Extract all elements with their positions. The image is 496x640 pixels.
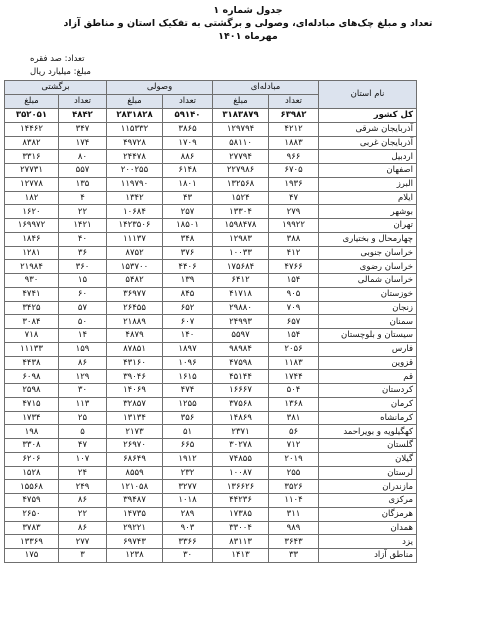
exchanged-count: ۱۳۶۸ [269, 397, 319, 411]
returned-count: ۵۷ [59, 301, 107, 315]
province-name: ایلام [319, 191, 417, 205]
table-row [5, 535, 417, 549]
table-row [5, 370, 417, 384]
exchanged-count: ۴۷۶۶ [269, 260, 319, 274]
returned-amount: ۱۸۲ [5, 191, 59, 205]
table-row [5, 439, 417, 453]
exchanged-amount: ۹۸۹۸۴ [213, 342, 269, 356]
collected-count: ۶۵۲ [163, 301, 213, 315]
exchanged-amount: ۱۲۹۷۹۴ [213, 122, 269, 136]
collected-amount: ۸۵۵۹ [107, 466, 163, 480]
returned-count: ۱۰۷ [59, 452, 107, 466]
exchanged-count: ۱۱۸۳ [269, 356, 319, 370]
table-row [5, 466, 417, 480]
exchanged-amount: ۳۳۰۰۴ [213, 521, 269, 535]
returned-amount: ۲۷۷۳۱ [5, 164, 59, 178]
province-name: آذربایجان شرقی [319, 122, 417, 136]
returned-amount: ۶۲۰۶ [5, 452, 59, 466]
returned-count: ۵ [59, 425, 107, 439]
collected-count: ۱۸۹۷ [163, 342, 213, 356]
returned-amount: ۱۲۸۱ [5, 246, 59, 260]
count-unit: تعداد: صد فقره [30, 54, 85, 64]
table-row [5, 507, 417, 521]
table-row [5, 122, 417, 136]
collected-count: ۱۰۹۶ [163, 356, 213, 370]
returned-count: ۱۵ [59, 274, 107, 288]
province-name: یزد [319, 535, 417, 549]
table-row [5, 521, 417, 535]
returned-count: ۵۵۷ [59, 164, 107, 178]
exchanged-amount: ۲۳۷۱ [213, 425, 269, 439]
exchanged-count: ۵۰۴ [269, 384, 319, 398]
collected-count: ۵۹۱۴۰ [163, 109, 213, 123]
collected-amount: ۶۹۷۴۳ [107, 535, 163, 549]
exchanged-count: ۶۵۷ [269, 315, 319, 329]
returned-count: ۲۴۹ [59, 480, 107, 494]
returned-count: ۱۵۹ [59, 342, 107, 356]
collected-count: ۸۴۵ [163, 287, 213, 301]
returned-count: ۱۲۹ [59, 370, 107, 384]
returned-count: ۱۴۲۱ [59, 219, 107, 233]
exchanged-count: ۱۱۰۴ [269, 494, 319, 508]
exchanged-count: ۲۷۹ [269, 205, 319, 219]
collected-count: ۸۸۶ [163, 150, 213, 164]
collected-count: ۶۰۷ [163, 315, 213, 329]
table-row [5, 164, 417, 178]
exchanged-amount: ۴۷۵۹۸ [213, 356, 269, 370]
exchanged-amount: ۱۰۰۸۷ [213, 466, 269, 480]
returned-amount: ۲۱۹۸۴ [5, 260, 59, 274]
exchanged-amount: ۴۵۱۴۴ [213, 370, 269, 384]
collected-count: ۳۵۶ [163, 411, 213, 425]
collected-amount: ۱۱۱۳۷ [107, 232, 163, 246]
province-name: همدان [319, 521, 417, 535]
province-name: کل کشور [319, 109, 417, 123]
province-name: سمنان [319, 315, 417, 329]
exchanged-amount: ۷۴۸۵۵ [213, 452, 269, 466]
province-name: لرستان [319, 466, 417, 480]
collected-amount: ۱۴۲۳۵۰۶ [107, 219, 163, 233]
province-name: خراسان جنوبی [319, 246, 417, 260]
returned-amount: ۴۴۳۸ [5, 356, 59, 370]
province-name-header: نام استان [319, 81, 417, 109]
collected-amount: ۳۹۴۸۷ [107, 494, 163, 508]
province-name: خراسان شمالی [319, 274, 417, 288]
exchanged-count: ۴۱۲ [269, 246, 319, 260]
returned-amount: ۱۵۵۶۸ [5, 480, 59, 494]
province-name: کرمانشاه [319, 411, 417, 425]
exchanged-amount: ۴۴۲۳۶ [213, 494, 269, 508]
exchanged-count: ۱۸۸۳ [269, 136, 319, 150]
exchanged-amount: ۱۵۹۸۴۷۸ [213, 219, 269, 233]
returned-amount: ۱۲۷۷۸ [5, 177, 59, 191]
exchanged-amount: ۱۵۲۴ [213, 191, 269, 205]
exchanged-count: ۷۰۹ [269, 301, 319, 315]
collected-amount: ۵۴۸۲ [107, 274, 163, 288]
returned-count: ۳ [59, 549, 107, 563]
exchanged-amount: ۲۹۸۸۰ [213, 301, 269, 315]
exchanged-count: ۲۰۱۹ [269, 452, 319, 466]
table-row-total [5, 109, 417, 123]
collected-count: ۱۶۱۵ [163, 370, 213, 384]
exchanged-amount: ۱۴۱۳ [213, 549, 269, 563]
province-name: مناطق آزاد [319, 549, 417, 563]
table-row [5, 150, 417, 164]
exchanged-amount: ۳۷۵۶۸ [213, 397, 269, 411]
returned-count: ۲۴ [59, 466, 107, 480]
returned-count: ۱۷۴ [59, 136, 107, 150]
table-row [5, 191, 417, 205]
collected-amount: ۸۷۸۵۱ [107, 342, 163, 356]
exchanged-count: ۱۵۴ [269, 329, 319, 343]
province-name: کهگیلویه و بویراحمد [319, 425, 417, 439]
collected-count: ۳۰ [163, 549, 213, 563]
province-name: سیستان و بلوچستان [319, 329, 417, 343]
exchanged-amount: ۱۳۶۶۲۶ [213, 480, 269, 494]
collected-amount: ۱۴۷۳۵ [107, 507, 163, 521]
returned-amount: ۲۵۹۸ [5, 384, 59, 398]
sub-header-amount: مبلغ [5, 95, 59, 109]
returned-amount: ۸۳۸۲ [5, 136, 59, 150]
table-row [5, 260, 417, 274]
exchanged-count: ۱۷۴۴ [269, 370, 319, 384]
province-name: هرمزگان [319, 507, 417, 521]
province-name: مازندران [319, 480, 417, 494]
returned-amount: ۱۴۴۶۲ [5, 122, 59, 136]
province-name: خوزستان [319, 287, 417, 301]
collected-amount: ۲۸۳۱۸۲۸ [107, 109, 163, 123]
table-row [5, 549, 417, 563]
exchanged-amount: ۶۴۱۲ [213, 274, 269, 288]
collected-count: ۴۳ [163, 191, 213, 205]
exchanged-amount: ۳۰۲۷۸ [213, 439, 269, 453]
table-row [5, 342, 417, 356]
table-row [5, 480, 417, 494]
collected-amount: ۳۲۸۵۷ [107, 397, 163, 411]
table-row [5, 246, 417, 260]
province-name: کردستان [319, 384, 417, 398]
province-name: البرز [319, 177, 417, 191]
returned-count: ۲۲ [59, 205, 107, 219]
returned-amount: ۱۸۴۶ [5, 232, 59, 246]
exchanged-count: ۳۳ [269, 549, 319, 563]
collected-amount: ۶۸۶۴۹ [107, 452, 163, 466]
table-row [5, 425, 417, 439]
exchanged-count: ۹۰۵ [269, 287, 319, 301]
table-row [5, 315, 417, 329]
exchanged-count: ۹۸۹ [269, 521, 319, 535]
returned-count: ۴ [59, 191, 107, 205]
sub-header-count: تعداد [59, 95, 107, 109]
collected-amount: ۲۴۴۷۸ [107, 150, 163, 164]
exchanged-count: ۲۵۵ [269, 466, 319, 480]
collected-amount: ۱۰۶۸۴ [107, 205, 163, 219]
table-row [5, 356, 417, 370]
collected-amount: ۱۳۴۲ [107, 191, 163, 205]
returned-count: ۳۰ [59, 384, 107, 398]
province-name: کرمان [319, 397, 417, 411]
province-name: گلستان [319, 439, 417, 453]
returned-count: ۱۱۳ [59, 397, 107, 411]
returned-amount: ۴۷۴۱ [5, 287, 59, 301]
table-row [5, 397, 417, 411]
province-name: گیلان [319, 452, 417, 466]
collected-count: ۳۸۶۵ [163, 122, 213, 136]
table-row [5, 219, 417, 233]
returned-amount: ۱۹۸ [5, 425, 59, 439]
exchanged-count: ۴۲۱۲ [269, 122, 319, 136]
exchanged-count: ۲۰۵۶ [269, 342, 319, 356]
amount-unit: مبلغ: میلیارد ریال [30, 67, 91, 77]
exchanged-count: ۱۹۳۶ [269, 177, 319, 191]
returned-amount: ۱۱۱۳۳ [5, 342, 59, 356]
units-block [30, 53, 180, 79]
exchanged-amount: ۱۶۶۶۷ [213, 384, 269, 398]
exchanged-amount: ۲۲۷۹۸۶ [213, 164, 269, 178]
table-row [5, 384, 417, 398]
group-header-collected: وصولی [107, 81, 213, 95]
exchanged-count: ۶۳۹۸۲ [269, 109, 319, 123]
collected-count: ۳۲۷۷ [163, 480, 213, 494]
table-body [5, 109, 417, 563]
returned-amount: ۱۷۵ [5, 549, 59, 563]
returned-amount: ۱۵۲۸ [5, 466, 59, 480]
returned-count: ۱۳۵ [59, 177, 107, 191]
exchanged-amount: ۱۳۳۰۴ [213, 205, 269, 219]
returned-count: ۴۷ [59, 439, 107, 453]
returned-amount: ۳۴۲۵ [5, 301, 59, 315]
exchanged-count: ۱۵۴ [269, 274, 319, 288]
returned-amount: ۴۷۱۵ [5, 397, 59, 411]
collected-count: ۱۸۰۱ [163, 177, 213, 191]
returned-count: ۴۸۴۲ [59, 109, 107, 123]
returned-count: ۸۰ [59, 150, 107, 164]
returned-count: ۳۶۰ [59, 260, 107, 274]
returned-count: ۲۵ [59, 411, 107, 425]
returned-amount: ۱۳۳۶۹ [5, 535, 59, 549]
collected-count: ۱۸۵۰۱ [163, 219, 213, 233]
exchanged-amount: ۱۲۹۸۳ [213, 232, 269, 246]
collected-count: ۶۶۵ [163, 439, 213, 453]
province-name: آذربایجان غربی [319, 136, 417, 150]
province-name: زنجان [319, 301, 417, 315]
province-name: تهران [319, 219, 417, 233]
exchanged-amount: ۵۵۹۷ [213, 329, 269, 343]
table-row [5, 411, 417, 425]
table-row [5, 287, 417, 301]
returned-count: ۶۰ [59, 287, 107, 301]
returned-count: ۳۴۷ [59, 122, 107, 136]
province-name: چهارمحال و بختیاری [319, 232, 417, 246]
collected-count: ۱۹۱۲ [163, 452, 213, 466]
exchanged-amount: ۳۱۸۳۸۷۹ [213, 109, 269, 123]
province-name: فارس [319, 342, 417, 356]
collected-amount: ۳۹۰۴۶ [107, 370, 163, 384]
collected-amount: ۳۶۹۷۷ [107, 287, 163, 301]
table-title: تعداد و مبلغ چک‌های مبادله‌ای، وصولی و برگشتی به تفکیک استان و مناطق آزاد [63, 18, 433, 29]
exchanged-amount: ۱۴۸۶۹ [213, 411, 269, 425]
returned-amount: ۳۷۸۳ [5, 521, 59, 535]
table-number: جدول شماره ۱ [213, 5, 283, 16]
returned-count: ۲۷۷ [59, 535, 107, 549]
returned-count: ۱۴ [59, 329, 107, 343]
collected-count: ۱۷۰۹ [163, 136, 213, 150]
collected-amount: ۲۱۷۳ [107, 425, 163, 439]
returned-amount: ۲۶۵۰ [5, 507, 59, 521]
collected-count: ۲۵۷ [163, 205, 213, 219]
returned-count: ۵۰ [59, 315, 107, 329]
province-name: قزوین [319, 356, 417, 370]
exchanged-amount: ۲۴۹۹۳ [213, 315, 269, 329]
exchanged-count: ۹۶۶ [269, 150, 319, 164]
returned-count: ۸۶ [59, 521, 107, 535]
exchanged-amount: ۱۳۲۵۶۸ [213, 177, 269, 191]
exchanged-amount: ۱۷۵۶۸۴ [213, 260, 269, 274]
collected-count: ۲۸۹ [163, 507, 213, 521]
returned-amount: ۳۰۸۴ [5, 315, 59, 329]
collected-amount: ۲۶۹۷۰ [107, 439, 163, 453]
table-row [5, 177, 417, 191]
collected-amount: ۲۰۰۲۵۵ [107, 164, 163, 178]
group-header-exchanged: مبادله‌ای [213, 81, 319, 95]
collected-amount: ۱۱۹۷۹۰ [107, 177, 163, 191]
returned-count: ۴۰ [59, 232, 107, 246]
collected-count: ۱۴۰ [163, 329, 213, 343]
exchanged-count: ۳۸۱ [269, 411, 319, 425]
province-name: خراسان رضوی [319, 260, 417, 274]
returned-amount: ۶۰۹۸ [5, 370, 59, 384]
collected-amount: ۱۴۰۶۹ [107, 384, 163, 398]
collected-amount: ۴۹۷۲۸ [107, 136, 163, 150]
collected-count: ۵۱ [163, 425, 213, 439]
table-row [5, 232, 417, 246]
exchanged-amount: ۲۷۷۹۴ [213, 150, 269, 164]
province-name: اردبیل [319, 150, 417, 164]
collected-amount: ۲۱۸۸۹ [107, 315, 163, 329]
collected-count: ۴۷۴ [163, 384, 213, 398]
collected-count: ۶۱۴۸ [163, 164, 213, 178]
table-row [5, 452, 417, 466]
province-name: مرکزی [319, 494, 417, 508]
sub-header-amount: مبلغ [213, 95, 269, 109]
collected-count: ۱۰۱۸ [163, 494, 213, 508]
collected-amount: ۴۳۱۶۰ [107, 356, 163, 370]
exchanged-amount: ۴۱۷۱۸ [213, 287, 269, 301]
province-name: قم [319, 370, 417, 384]
collected-count: ۲۳۲ [163, 466, 213, 480]
collected-count: ۳۴۸ [163, 232, 213, 246]
cheque-stats-table [4, 80, 417, 563]
exchanged-count: ۳۵۲۶ [269, 480, 319, 494]
sub-header-count: تعداد [163, 95, 213, 109]
returned-amount: ۱۶۹۹۷۲ [5, 219, 59, 233]
exchanged-count: ۳۶۴۳ [269, 535, 319, 549]
table-row [5, 205, 417, 219]
exchanged-amount: ۱۰۰۳۳ [213, 246, 269, 260]
exchanged-count: ۳۱۱ [269, 507, 319, 521]
exchanged-count: ۵۶ [269, 425, 319, 439]
table-row [5, 301, 417, 315]
collected-amount: ۸۷۵۲ [107, 246, 163, 260]
province-name: اصفهان [319, 164, 417, 178]
collected-count: ۱۳۹ [163, 274, 213, 288]
collected-amount: ۲۶۴۵۵ [107, 301, 163, 315]
exchanged-count: ۱۹۹۲۲ [269, 219, 319, 233]
sub-header-count: تعداد [269, 95, 319, 109]
returned-amount: ۳۵۲۰۵۱ [5, 109, 59, 123]
returned-amount: ۱۷۳۴ [5, 411, 59, 425]
table-row [5, 329, 417, 343]
title-block [0, 4, 496, 43]
collected-count: ۱۲۵۵ [163, 397, 213, 411]
exchanged-count: ۳۸۸ [269, 232, 319, 246]
table-row [5, 136, 417, 150]
exchanged-amount: ۵۸۱۱۰ [213, 136, 269, 150]
collected-amount: ۴۸۷۹ [107, 329, 163, 343]
exchanged-count: ۴۷ [269, 191, 319, 205]
sub-header-amount: مبلغ [107, 95, 163, 109]
collected-amount: ۱۲۱۰۵۸ [107, 480, 163, 494]
exchanged-count: ۶۷۰۵ [269, 164, 319, 178]
table-period: مهرماه ۱۴۰۱ [218, 31, 278, 42]
exchanged-amount: ۸۳۱۱۳ [213, 535, 269, 549]
group-header-returned: برگشتی [5, 81, 107, 95]
collected-count: ۳۷۶ [163, 246, 213, 260]
exchanged-count: ۷۱۲ [269, 439, 319, 453]
collected-count: ۳۳۶۶ [163, 535, 213, 549]
returned-count: ۲۲ [59, 507, 107, 521]
returned-amount: ۱۶۲۰ [5, 205, 59, 219]
returned-count: ۸۶ [59, 356, 107, 370]
province-name: بوشهر [319, 205, 417, 219]
collected-amount: ۱۵۳۷۰۰ [107, 260, 163, 274]
table-row [5, 494, 417, 508]
collected-amount: ۱۳۱۳۴ [107, 411, 163, 425]
returned-amount: ۹۳۰ [5, 274, 59, 288]
collected-count: ۴۴۰۶ [163, 260, 213, 274]
returned-amount: ۴۷۵۹ [5, 494, 59, 508]
collected-amount: ۱۱۵۳۳۲ [107, 122, 163, 136]
collected-amount: ۱۲۳۸ [107, 549, 163, 563]
table-row [5, 274, 417, 288]
returned-count: ۸۶ [59, 494, 107, 508]
returned-amount: ۳۳۰۸ [5, 439, 59, 453]
returned-count: ۳۶ [59, 246, 107, 260]
returned-amount: ۷۱۸ [5, 329, 59, 343]
exchanged-amount: ۱۷۳۸۵ [213, 507, 269, 521]
collected-amount: ۲۹۲۲۱ [107, 521, 163, 535]
collected-count: ۹۰۳ [163, 521, 213, 535]
returned-amount: ۳۳۱۶ [5, 150, 59, 164]
